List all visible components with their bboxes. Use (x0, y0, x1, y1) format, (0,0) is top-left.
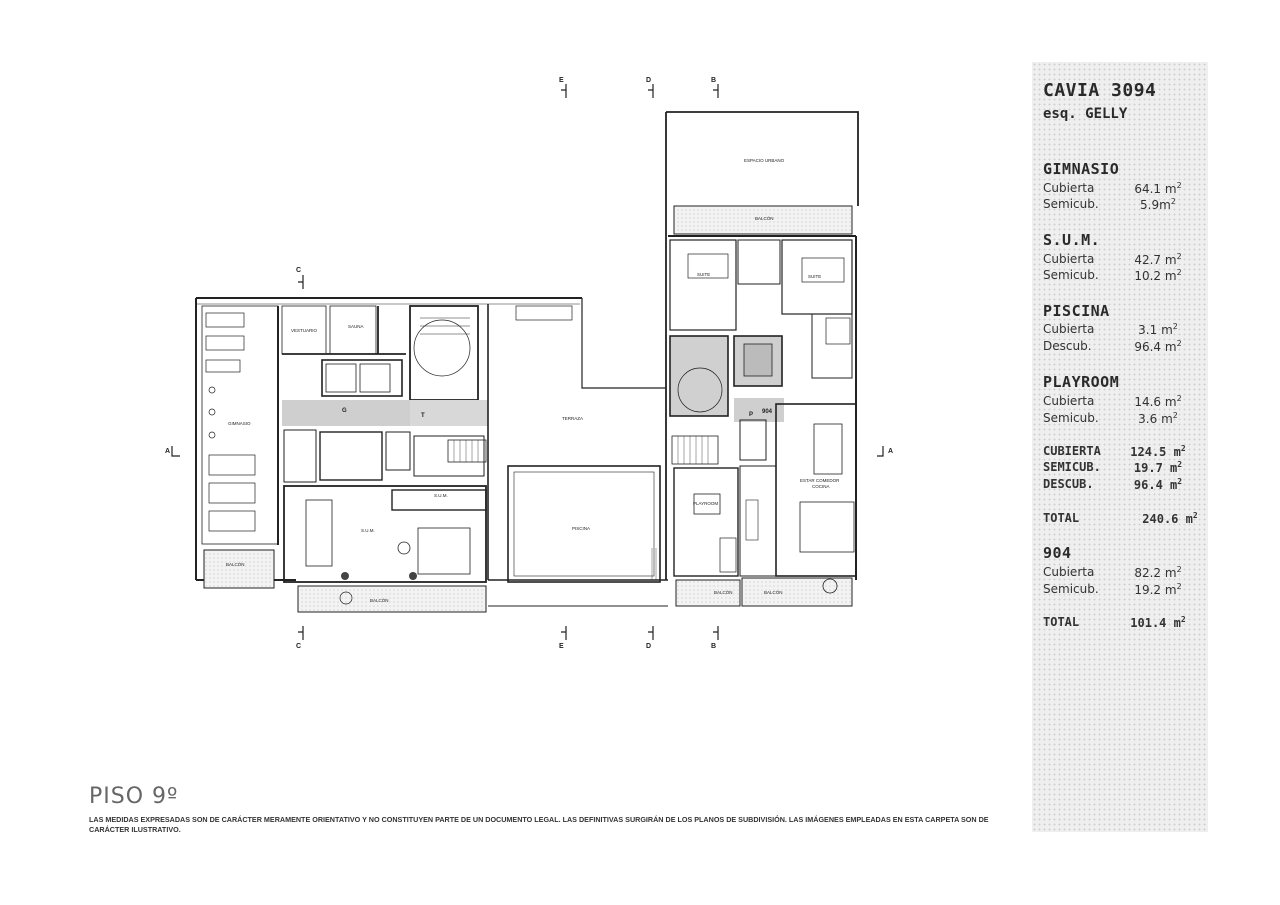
row-label: Cubierta (1043, 181, 1095, 195)
unit-sup: 2 (1192, 511, 1198, 520)
row-unit: m (1164, 253, 1177, 267)
unit-sup: 2 (1177, 460, 1183, 469)
row-value: 5.9 (1140, 198, 1160, 212)
legal-disclaimer: LAS MEDIDAS EXPRESADAS SON DE CARÁCTER MERAMENTE ORIENTATIVO Y NO CONSTITUYEN PARTE DE UN DOCUMENTO LEGAL. LAS DEFINITIVAS SURGIRÁN DE LOS PLANOS DE SUBDIVISIÓN. LAS IMÁGENES EMPLEADAS EN ESTA CARPETA SON DE CARÁCTER ILUSTRATIVO. (89, 815, 989, 834)
row-total-semicub (1043, 460, 1193, 474)
section-playroom: PLAYROOM (1043, 373, 1120, 391)
row-total-descub (1043, 477, 1193, 491)
row-value: 42.7 (1134, 253, 1162, 267)
section-sum: S.U.M. (1043, 231, 1101, 249)
label-balcon-play: BALCÓN (714, 590, 733, 595)
label-gimnasio: GIMNASIO (228, 421, 251, 426)
label-suite-left: SUITE (697, 272, 711, 277)
row-label: Semicub. (1043, 268, 1099, 282)
row-playroom-semicub (1043, 411, 1193, 425)
label-balcon-sum: BALCÓN (370, 598, 389, 603)
row-904-cubierta (1043, 565, 1193, 579)
row-gimnasio-semicub (1043, 197, 1193, 211)
right-building (666, 112, 858, 606)
marker-e-top: E (559, 77, 564, 84)
row-label: Semicub. (1043, 197, 1099, 211)
row-value: 101.4 (1130, 616, 1167, 630)
row-904-semicub (1043, 582, 1193, 596)
label-suite-right: SUITE (808, 274, 822, 279)
row-unit: m (1164, 583, 1177, 597)
section-gimnasio: GIMNASIO (1043, 160, 1120, 178)
row-value: 3.1 (1138, 323, 1158, 337)
marker-g: G (342, 408, 347, 414)
floor-title: PISO 9º (89, 784, 179, 809)
row-label: Cubierta (1043, 252, 1095, 266)
marker-a-left: A (165, 448, 171, 455)
row-value: 64.1 (1134, 182, 1162, 196)
row-904-total (1043, 615, 1193, 629)
row-unit: m (1173, 445, 1181, 459)
label-cocina: COCINA (812, 484, 830, 489)
unit-sup: 2 (1172, 322, 1178, 331)
section-unit-904: 904 (1043, 544, 1072, 562)
row-label: DESCUB. (1043, 477, 1094, 491)
marker-t: T (421, 413, 425, 419)
row-label: Cubierta (1043, 322, 1095, 336)
row-label: CUBIERTA (1043, 444, 1101, 458)
row-unit: m (1161, 412, 1173, 426)
row-label: SEMICUB. (1043, 460, 1101, 474)
label-balcon-top: BALCÓN (755, 216, 774, 221)
label-sum-service: S.U.M. (434, 493, 448, 498)
unit-sup: 2 (1176, 268, 1182, 277)
row-sum-semicub (1043, 268, 1193, 282)
marker-e-bottom: E (559, 643, 564, 650)
unit-sup: 2 (1176, 339, 1182, 348)
label-vestuario: VESTUARIO (291, 328, 318, 333)
marker-p: P (749, 412, 754, 418)
unit-sup: 2 (1180, 615, 1186, 624)
row-value: 10.2 (1134, 269, 1162, 283)
section-markers-bottom (298, 626, 718, 640)
row-unit: m (1170, 478, 1178, 492)
unit-sup: 2 (1180, 444, 1186, 453)
unit-sup: 2 (1170, 197, 1176, 206)
row-unit: m (1185, 512, 1193, 526)
project-corner: esq. GELLY (1043, 106, 1128, 122)
marker-b-bottom: B (711, 643, 717, 650)
label-estar: ESTAR COMEDOR (800, 478, 840, 483)
row-piscina-cubierta (1043, 322, 1193, 336)
row-label: Semicub. (1043, 411, 1099, 425)
row-unit: m (1164, 340, 1177, 354)
unit-sup: 2 (1176, 582, 1182, 591)
row-label: Descub. (1043, 339, 1092, 353)
row-playroom-cubierta (1043, 394, 1193, 408)
label-playroom: PLAYROOM (693, 501, 719, 506)
row-label: Semicub. (1043, 582, 1099, 596)
marker-c-bottom: C (296, 643, 302, 650)
row-value: 240.6 (1142, 512, 1179, 526)
row-unit: m (1164, 269, 1177, 283)
row-piscina-descub (1043, 339, 1193, 353)
row-unit: m (1164, 566, 1177, 580)
row-unit: m (1159, 198, 1171, 212)
label-piscina: PISCINA (572, 526, 591, 531)
label-espacio-urbano: ESPACIO URBANO (744, 158, 785, 163)
row-value: 96.4 (1133, 478, 1163, 492)
left-building (196, 298, 582, 612)
marker-d-top: D (646, 77, 652, 84)
row-value: 96.4 (1134, 340, 1162, 354)
unit-sup: 2 (1176, 565, 1182, 574)
label-sum: S.U.M. (361, 528, 375, 533)
unit-sup: 2 (1177, 477, 1183, 486)
row-total-cubierta (1043, 444, 1193, 458)
marker-unit-904: 904 (762, 409, 773, 415)
label-balcon-gym: BALCÓN (226, 562, 245, 567)
terrace-pool (488, 298, 668, 606)
row-label: TOTAL (1043, 615, 1080, 629)
unit-sup: 2 (1176, 252, 1182, 261)
row-grand-total (1043, 511, 1198, 526)
row-value: 3.6 (1138, 412, 1158, 426)
unit-sup: 2 (1176, 181, 1182, 190)
label-balcon-904: BALCÓN (764, 590, 783, 595)
row-value: 82.2 (1134, 566, 1162, 580)
row-label: Cubierta (1043, 394, 1095, 408)
row-unit: m (1173, 616, 1181, 630)
unit-sup: 2 (1176, 394, 1182, 403)
row-value: 19.2 (1134, 583, 1162, 597)
section-piscina: PISCINA (1043, 302, 1110, 320)
row-unit: m (1164, 395, 1177, 409)
row-value: 19.7 (1133, 461, 1163, 475)
row-sum-cubierta (1043, 252, 1193, 266)
row-value: 124.5 (1130, 445, 1167, 459)
row-unit: m (1164, 182, 1177, 196)
marker-a-right: A (888, 448, 894, 455)
row-unit: m (1161, 323, 1173, 337)
label-sauna: SAUNA (348, 324, 364, 329)
label-terraza: TERRAZA (562, 416, 584, 421)
row-gimnasio-cubierta (1043, 181, 1193, 195)
row-value: 14.6 (1134, 395, 1162, 409)
row-unit: m (1170, 461, 1178, 475)
marker-d-bottom: D (646, 643, 652, 650)
project-title: CAVIA 3094 (1043, 80, 1157, 101)
section-markers-top (298, 84, 718, 289)
marker-c-top: C (296, 267, 302, 274)
row-label: Cubierta (1043, 565, 1095, 579)
unit-sup: 2 (1172, 411, 1178, 420)
marker-b-top: B (711, 77, 717, 84)
row-label: TOTAL (1043, 511, 1080, 525)
